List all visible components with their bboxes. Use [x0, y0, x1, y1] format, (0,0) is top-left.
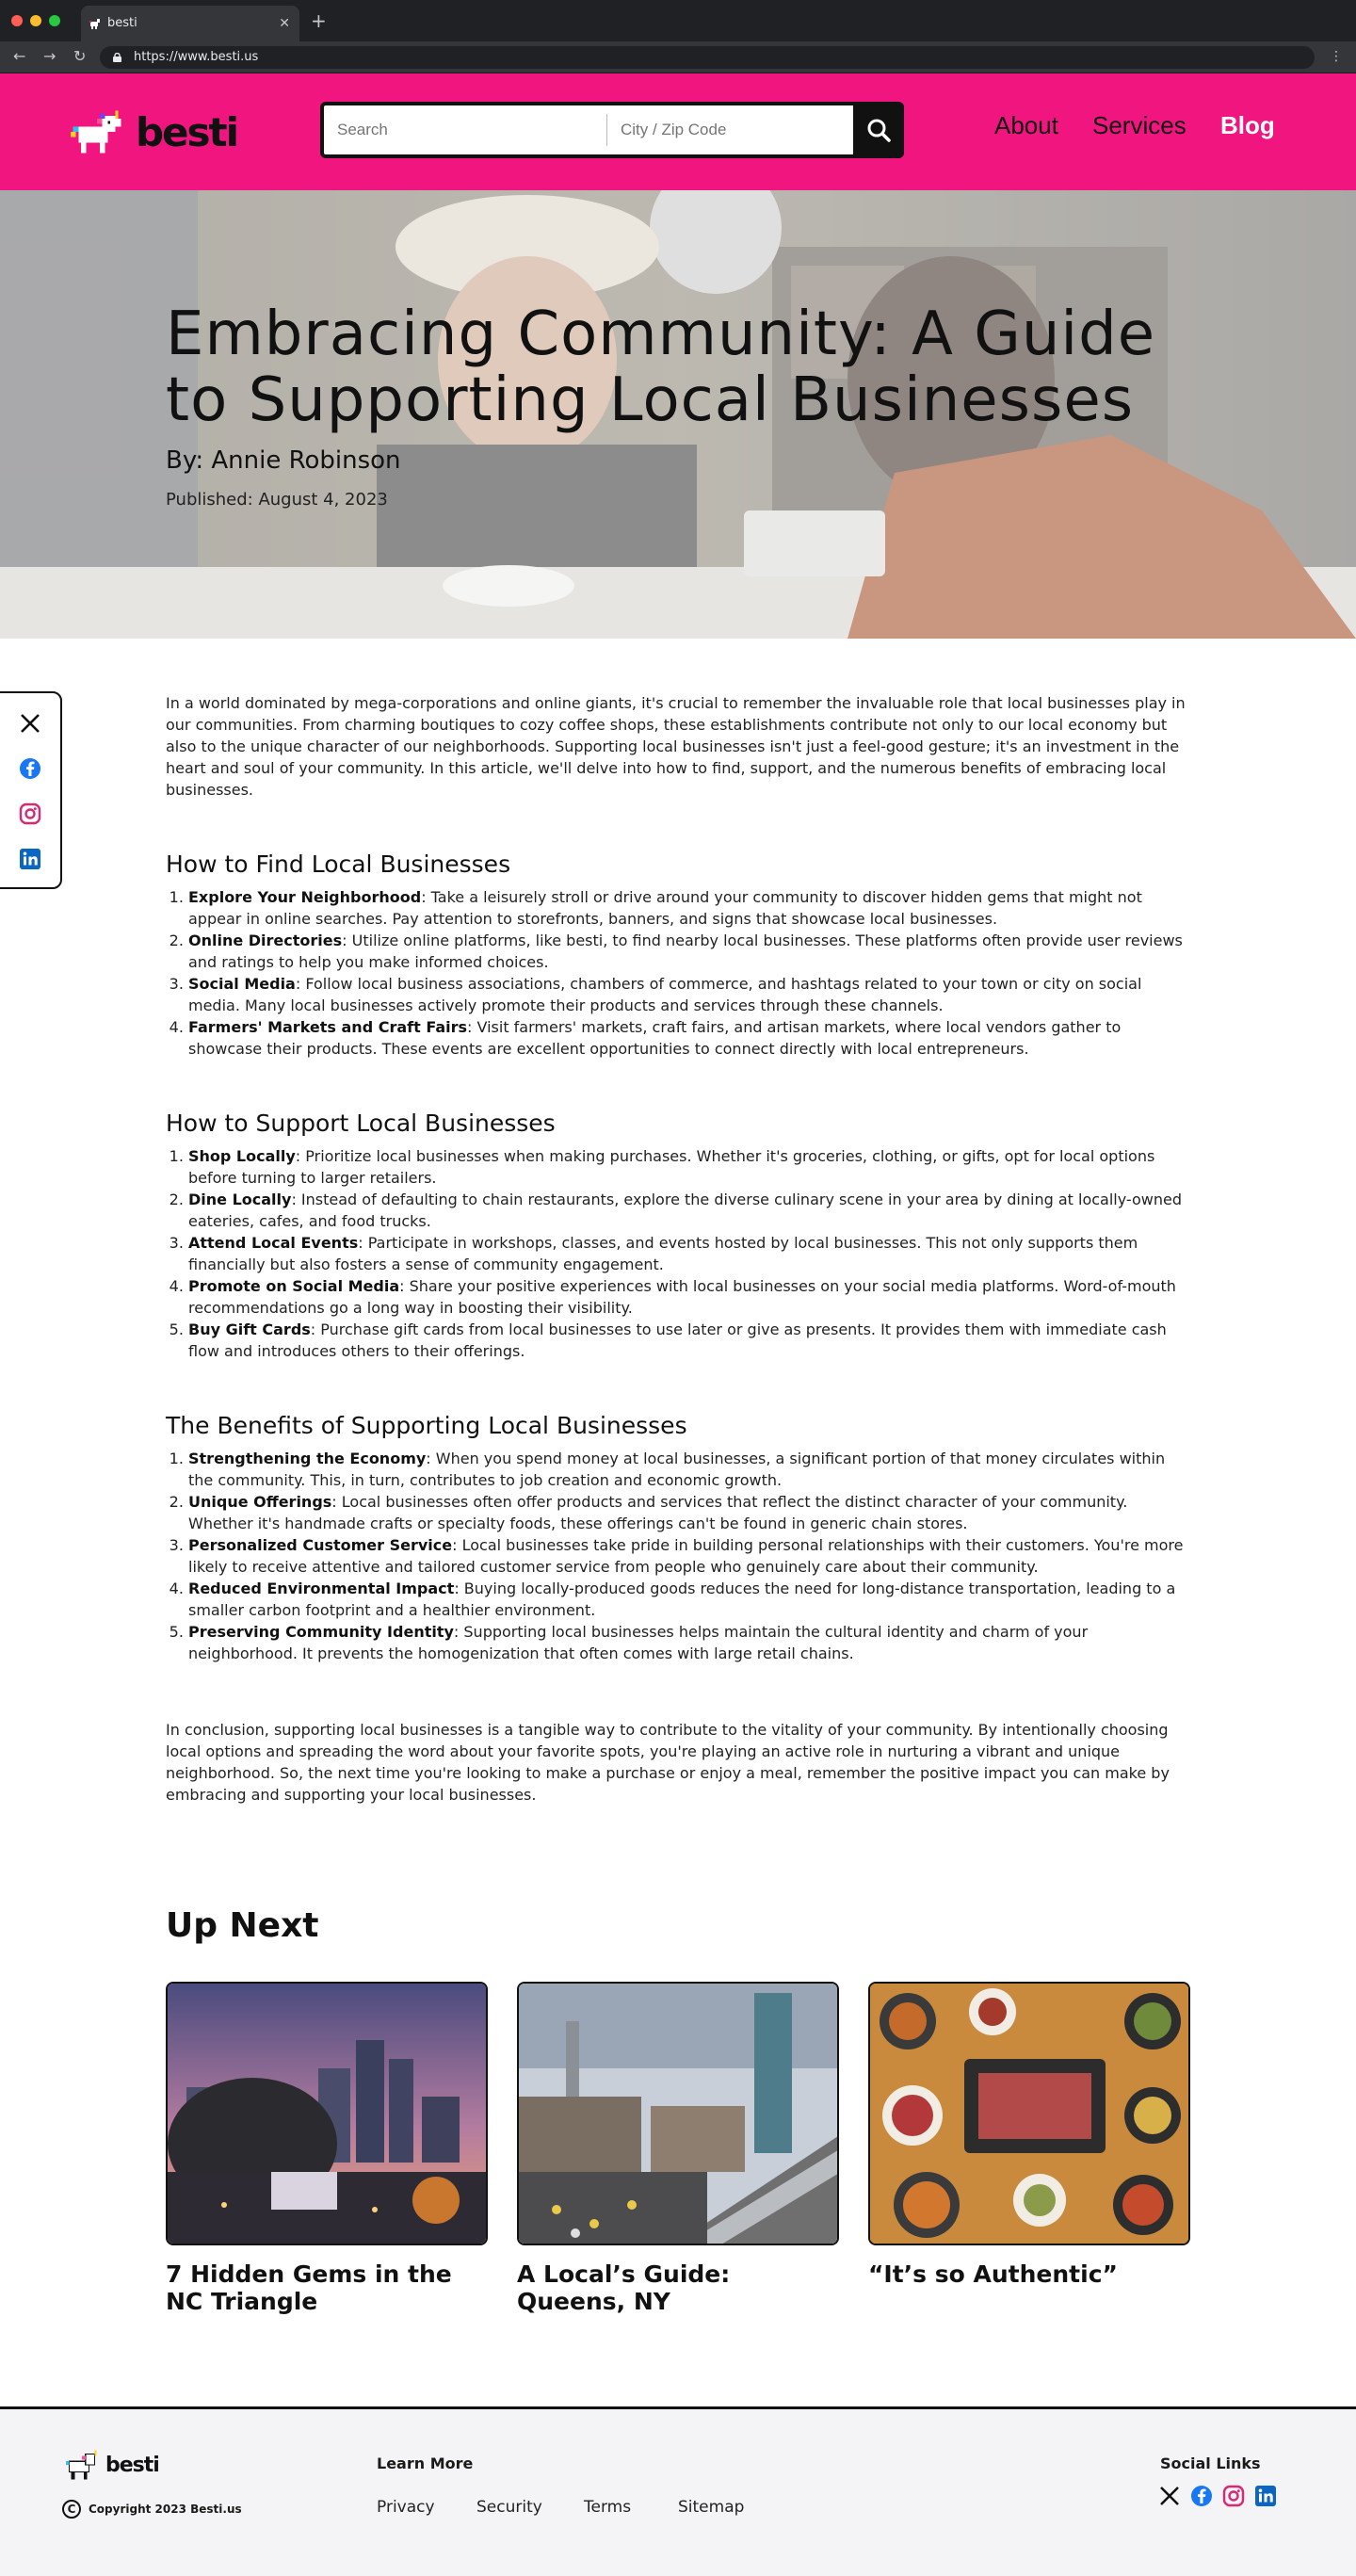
up-next-card[interactable]	[517, 1982, 839, 2315]
close-window-button[interactable]	[11, 15, 23, 26]
social-links-heading: Social Links	[1160, 2454, 1261, 2472]
url-text: https://www.besti.us	[134, 50, 259, 64]
lock-icon	[113, 53, 121, 62]
logo-text: besti	[135, 108, 237, 155]
browser-menu-icon[interactable]: ⋮	[1330, 49, 1343, 64]
url-field[interactable]	[100, 46, 1315, 69]
nav-about[interactable]: About	[994, 111, 1058, 139]
copyright-icon: C	[62, 2500, 81, 2519]
up-next-heading: Up Next	[166, 1906, 319, 1945]
support-list	[166, 1145, 1192, 1362]
site-footer	[0, 2406, 1356, 2576]
linkedin-icon[interactable]	[19, 848, 41, 870]
list-item: 1. Shop Locally: Prioritize local businesses when making purchases. Whether it's groceries, clothing, or gifts, opt for local options before turning to larger retailers.	[188, 1145, 1192, 1189]
browser-tab-bar	[0, 0, 1356, 41]
up-next-card[interactable]	[166, 1982, 488, 2315]
card-image-nc-triangle[interactable]	[166, 1982, 488, 2245]
footer-social-links	[1158, 2485, 1277, 2507]
up-next-card[interactable]	[868, 1982, 1190, 2288]
linkedin-icon[interactable]	[1254, 2485, 1277, 2507]
footer-link-security[interactable]: Security	[476, 2498, 542, 2517]
tab-title: besti	[107, 16, 137, 30]
list-item: 1. Strengthening the Economy: When you spend money at local businesses, a significant portion of that money circulates within the community. This, in turn, contributes to job creation and economic growth.	[188, 1448, 1192, 1491]
search-input[interactable]	[324, 105, 606, 154]
nav-services[interactable]: Services	[1092, 111, 1186, 139]
window-controls	[11, 15, 60, 26]
article-title: Embracing Community: A Guide to Supporting Local Businesses	[166, 300, 1156, 435]
forward-icon[interactable]: →	[43, 47, 56, 65]
section-heading-support: How to Support Local Businesses	[166, 1110, 556, 1137]
list-item: 2. Dine Locally: Instead of defaulting to chain restaurants, explore the diverse culinary scene in your area by dining at locally-owned eateries, cafes, and food trucks.	[188, 1189, 1192, 1232]
facebook-icon[interactable]	[1190, 2485, 1213, 2507]
minimize-window-button[interactable]	[30, 15, 41, 26]
list-item: 2. Unique Offerings: Local businesses often offer products and services that reflect the distinct character of your community. Whether it's handmade crafts or specialty foods, these offerings can't be found in generic chain stores.	[188, 1491, 1192, 1534]
card-image-queens[interactable]	[517, 1982, 839, 2245]
card-image-korean-bbq[interactable]	[868, 1982, 1190, 2245]
list-item: 4. Promote on Social Media: Share your positive experiences with local businesses on your social media platforms. Word-of-mouth recommendations go a long way in boosting their visibility.	[188, 1275, 1192, 1319]
reload-icon[interactable]: ↻	[73, 47, 87, 65]
find-list	[166, 886, 1192, 1060]
footer-link-sitemap[interactable]: Sitemap	[678, 2498, 745, 2517]
article-date: Published: August 4, 2023	[166, 490, 388, 510]
footer-link-terms[interactable]: Terms	[584, 2498, 632, 2517]
list-item: 2. Online Directories: Utilize online platforms, like besti, to find nearby local businesses. These platforms often provide user reviews and ratings to help you make informed choices.	[188, 930, 1192, 973]
search-button[interactable]	[853, 102, 904, 158]
location-input[interactable]	[607, 105, 843, 154]
share-sidebar	[0, 691, 62, 889]
list-item: 5. Preserving Community Identity: Supporting local businesses helps maintain the cultural identity and charm of your neighborhood. It prevents the homogenization that often comes with large retail chains.	[188, 1621, 1192, 1664]
list-item: 5. Buy Gift Cards: Purchase gift cards from local businesses to use later or give as presents. It provides them with immediate cash flow and introduces others to their offerings.	[188, 1319, 1192, 1362]
site-header	[0, 73, 1356, 190]
list-item: 3. Personalized Customer Service: Local businesses take pride in building personal relationships with their customers. You're more likely to receive attentive and tailored customer service from people who genuinely care about their community.	[188, 1534, 1192, 1578]
instagram-icon[interactable]	[1222, 2485, 1245, 2507]
list-item: 3. Social Media: Follow local business associations, chambers of commerce, and hashtags related to your town or city on social media. Many local businesses actively promote their products and services through these channels.	[188, 973, 1192, 1016]
back-icon[interactable]: ←	[13, 47, 26, 65]
site-logo[interactable]	[68, 94, 237, 170]
article-conclusion: In conclusion, supporting local businesses is a tangible way to contribute to the vitality of your community. By intentionally choosing local options and spreading the word about your favorite spots, you're playing an active role in nurturing a vibrant and unique neighborhood. So, the next time you're looking to make a purchase or enjoy a meal, remember the positive impact you can make by embracing and supporting your local businesses.	[166, 1721, 1170, 1804]
card-title[interactable]: “It’s so Authentic”	[868, 2260, 1118, 2288]
list-item: 3. Attend Local Events: Participate in workshops, classes, and events hosted by local businesses. This not only supports them financially but also fosters a sense of community engagement.	[188, 1232, 1192, 1275]
article-hero	[0, 190, 1356, 639]
copyright	[62, 2500, 242, 2519]
unicorn-logo-icon	[68, 101, 126, 163]
unicorn-favicon-icon	[89, 17, 102, 30]
list-item: 4. Farmers' Markets and Craft Fairs: Visit farmers' markets, craft fairs, and artisan markets, where local vendors gather to showcase their products. These events are excellent opportunities to connect directly with local entrepreneurs.	[188, 1016, 1192, 1060]
footer-link-privacy[interactable]: Privacy	[377, 2498, 435, 2517]
instagram-icon[interactable]	[19, 802, 41, 825]
card-title[interactable]: 7 Hidden Gems in the NC Triangle	[166, 2260, 452, 2315]
card-title[interactable]: A Local’s Guide: Queens, NY	[517, 2260, 731, 2315]
benefits-list	[166, 1448, 1192, 1664]
list-item: 4. Reduced Environmental Impact: Buying locally-produced goods reduces the need for long-distance transportation, leading to a smaller carbon footprint and a healthier environment.	[188, 1578, 1192, 1621]
search-bar	[320, 102, 904, 158]
facebook-icon[interactable]	[19, 757, 41, 780]
section-heading-benefits: The Benefits of Supporting Local Businesses	[166, 1412, 687, 1439]
footer-logo-text: besti	[105, 2453, 159, 2477]
unicorn-logo-icon	[62, 2445, 102, 2485]
list-item: 1. Explore Your Neighborhood: Take a leisurely stroll or drive around your community to discover hidden gems that might not appear in online searches. Pay attention to storefronts, banners, and signs that showcase local businesses.	[188, 886, 1192, 930]
learn-more-heading: Learn More	[377, 2454, 474, 2472]
tab-close-icon[interactable]: ✕	[279, 16, 290, 31]
browser-address-bar	[0, 41, 1356, 73]
nav-blog[interactable]: Blog	[1220, 111, 1275, 139]
article-body	[166, 692, 1192, 1806]
maximize-window-button[interactable]	[49, 15, 60, 26]
x-icon[interactable]	[19, 712, 41, 735]
browser-tab[interactable]	[81, 6, 299, 41]
x-icon[interactable]	[1158, 2485, 1181, 2507]
section-heading-find: How to Find Local Businesses	[166, 851, 511, 878]
search-icon	[865, 117, 892, 143]
new-tab-icon[interactable]: +	[311, 9, 327, 32]
article-intro: In a world dominated by mega-corporations and online giants, it's crucial to remember the invaluable role that local businesses play in our communities. From charming boutiques to cozy coffee shops, these establishments contribute not only to our local economy but also to the unique character of our neighborhoods. Supporting local businesses isn't just a feel-good gesture; it's an investment in the heart and soul of your community. In this article, we'll delve into how to find, support, and the numerous benefits of embracing local businesses.	[166, 694, 1186, 799]
footer-logo[interactable]	[62, 2445, 159, 2485]
copyright-text: Copyright 2023 Besti.us	[89, 2503, 242, 2516]
article-author: By: Annie Robinson	[166, 446, 401, 475]
